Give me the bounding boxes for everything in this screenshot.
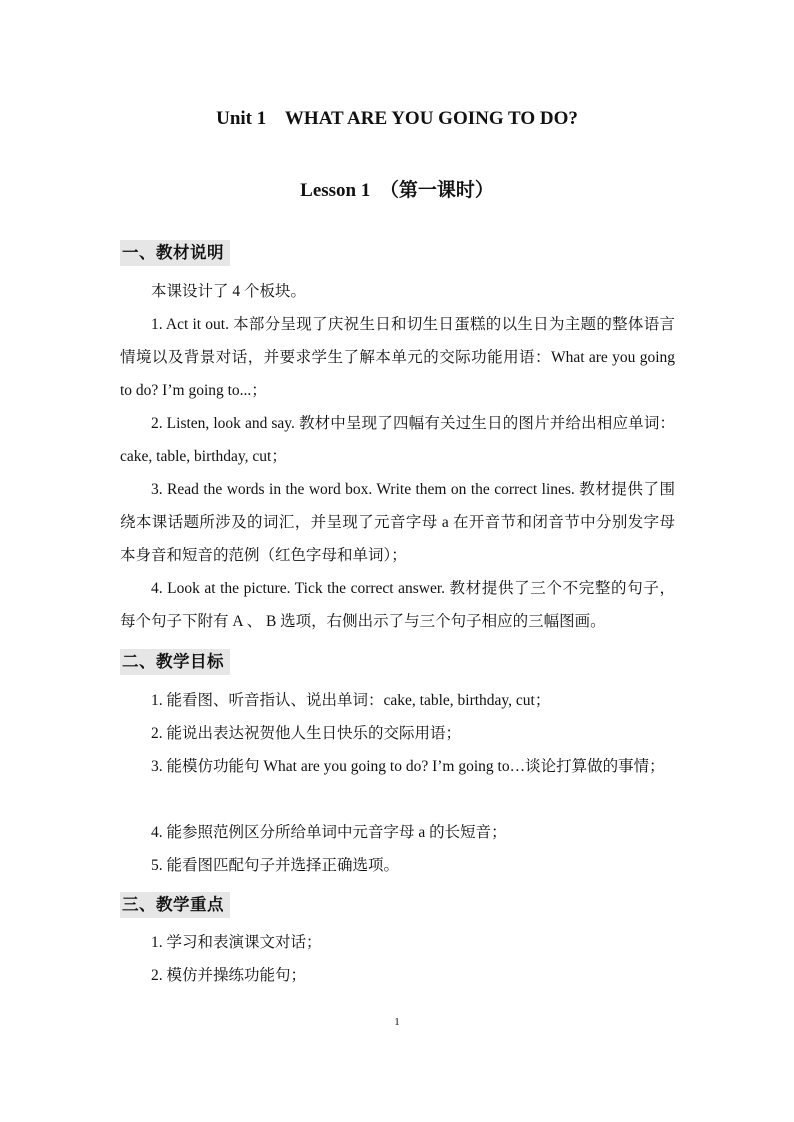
paragraph: 4. Look at the picture. Tick the correct answer. 教材提供了三个不完整的句子，每个句子下附有 A 、 B 选项，右侧出示了与三个句子相应的三幅图画。 — [120, 580, 675, 630]
section-heading-key-points: 三、教学重点 — [120, 892, 230, 918]
paragraph: 3. Read the words in the word box. Write them on the correct lines. 教材提供了围绕本课话题所涉及的词汇，并呈现了元音字母 a 在开音节和闭音节中分别发字母本身音和短音的范例（红色字母和单词）； — [120, 481, 675, 564]
paragraph: 本课设计了 4 个板块。 — [151, 283, 307, 300]
paragraph: 5. 能看图匹配句子并选择正确选项。 — [151, 857, 400, 874]
paragraph: 1. Act it out. 本部分呈现了庆祝生日和切生日蛋糕的以生日为主题的整体语言情境以及背景对话，并要求学生了解本单元的交际功能用语：What are you going to do? I’m going to...； — [120, 316, 675, 399]
paragraph: 1. 学习和表演课文对话； — [151, 934, 322, 951]
lesson-subtitle: Lesson 1 （第一课时） — [300, 180, 494, 201]
page-number: 1 — [394, 1016, 400, 1028]
paragraph: 3. 能模仿功能句 What are you going to do? I’m going to…谈论打算做的事情； — [151, 758, 665, 775]
paragraph: 1. 能看图、听音指认、说出单词：cake, table, birthday, cut； — [151, 692, 551, 709]
paragraph: 2. 能说出表达祝贺他人生日快乐的交际用语； — [151, 725, 462, 742]
paragraph: 2. 模仿并操练功能句； — [151, 967, 307, 984]
paragraph: 4. 能参照范例区分所给单词中元音字母 a 的长短音； — [151, 824, 507, 841]
paragraph: 2. Listen, look and say. 教材中呈现了四幅有关过生日的图片并给出相应单词：cake, table, birthday, cut； — [120, 415, 675, 465]
document-title: Unit 1 WHAT ARE YOU GOING TO DO? — [216, 108, 578, 129]
section-heading-materials: 一、教材说明 — [120, 240, 230, 266]
section-heading-objectives: 二、教学目标 — [120, 649, 230, 675]
